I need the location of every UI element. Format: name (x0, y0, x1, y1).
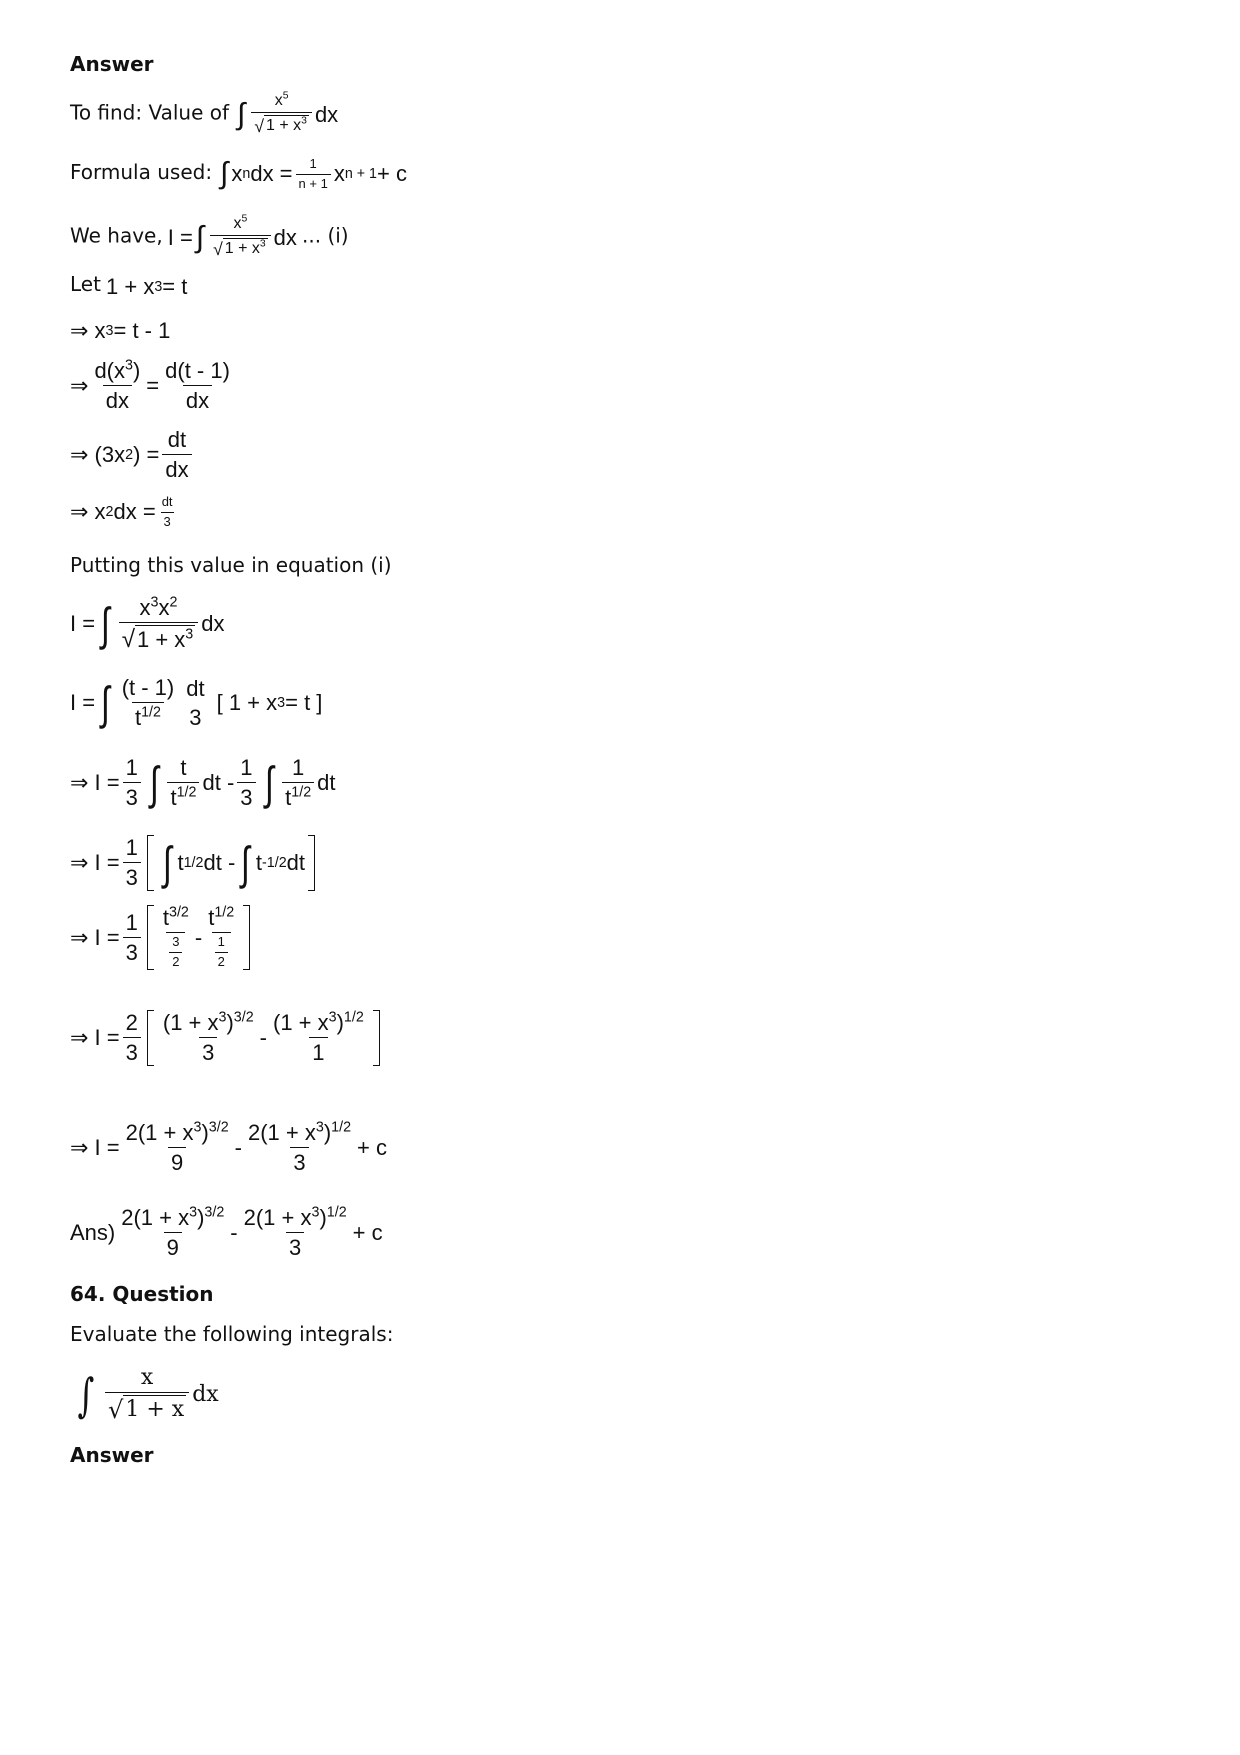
step-t-form: I = ∫ $\frac{(t - 1)}{t^{1/2}}$ dt 3 [ 1 + x 3 = t ] (70, 675, 323, 731)
formula-line (70, 157, 407, 192)
ans-label: Ans) (70, 1219, 116, 1245)
to-find-integral: ∫ $x^5$ √ $1 + x^3$ dx (237, 90, 339, 137)
step-powers: ⇒ I = $\frac{1}{3}$ ∫ t 1/2 dt - ∫ t -1/2 dt (70, 835, 318, 891)
let-line: Let 1 + x 3 = t (70, 272, 188, 299)
step-back-substitute: ⇒ I = $\frac{2}{3}$ $\frac{(1 + x^3)^{3/2}}{3}$ - $\frac{(1 + x^3)^{1/2}}{1}$ (70, 1010, 383, 1066)
answer-line: Ans) $\frac{2(1 + x^3)^{3/2}}{9}$ - $\frac{2(1 + x^3)^{1/2}}{3}$ + c (70, 1204, 383, 1261)
we-have-line (70, 215, 349, 261)
step-3x2: ⇒ (3x 2 ) = $\frac{dt}{dx}$ (70, 427, 195, 483)
step-final: ⇒ I = $\frac{2(1 + x^3)^{3/2}}{9}$ - $\frac{2(1 + x^3)^{1/2}}{3}$ + c (70, 1119, 387, 1176)
let-label: Let (70, 272, 101, 296)
to-find-label: To find: Value of (70, 100, 230, 125)
putting-text: Putting this value in equation (i) (70, 553, 392, 577)
answer-heading-2: Answer (70, 1443, 154, 1467)
step-split: ⇒ I = $\frac{1}{3}$ ∫ $\frac{t}{t^{1/2}}$ dt - $\frac{1}{3}$ ∫ $\frac{1}{t^{1/2}}$ dt (70, 755, 336, 811)
step-x2dx: ⇒ x 2 dx = $\frac{dt}{3}$ (70, 494, 173, 529)
formula-label: Formula used: (70, 159, 213, 184)
step-integrated: ⇒ I = $\frac{1}{3}$ $\frac{t^{3/2}}{\frac{3}{2}}$ - $\frac{t^{1/2}}{\frac{1}{2}}$ (70, 905, 253, 970)
we-have-suffix: ... (i) (302, 223, 349, 248)
question-prompt: Evaluate the following integrals: (70, 1322, 394, 1346)
question-heading: 64. Question (70, 1282, 214, 1306)
to-find-line (70, 92, 338, 138)
step-x3: ⇒ x 3 = t - 1 (70, 318, 171, 343)
we-have-math: I = ∫ $x^5$ √ $1 + x^3$ dx (167, 213, 297, 260)
question-integral: ∫ x √ 1 + x dx (77, 1365, 219, 1425)
formula-math: ∫ x n dx = $\frac{1}{n + 1}$ x n + 1 + c (220, 156, 407, 191)
step-substitute: I = ∫ $x^3x^2$ √ $1 + x^3$ dx (70, 594, 225, 654)
we-have-label: We have, (70, 223, 163, 248)
answer-heading: Answer (70, 52, 154, 76)
step-derivative: ⇒ $\frac{d(x^3)}{dx}$ = $\frac{d(t - 1)}{dx}$ (70, 357, 230, 414)
